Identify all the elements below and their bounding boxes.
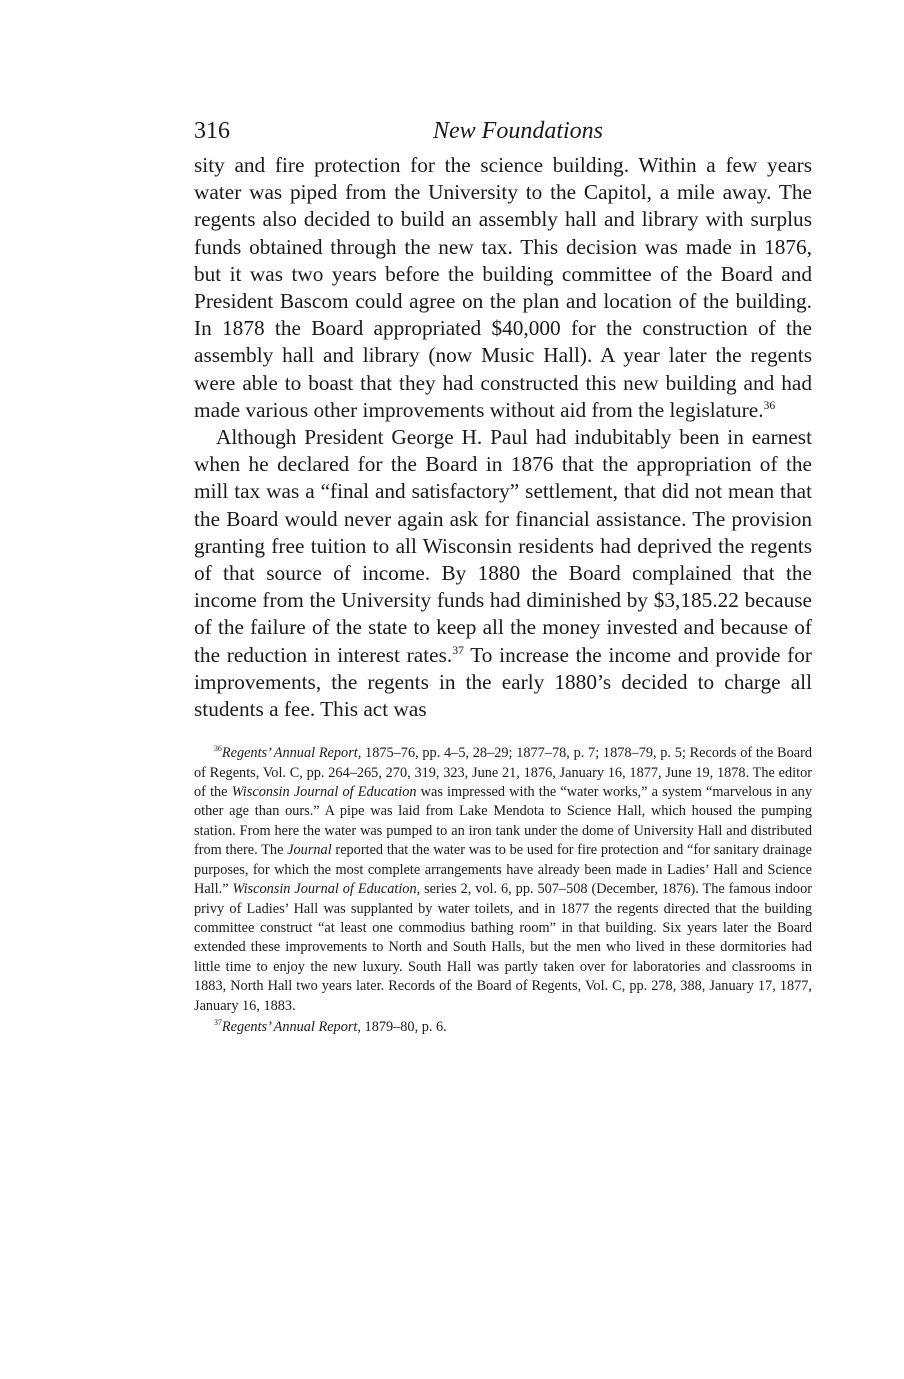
footnote-marker: 36 xyxy=(214,744,222,754)
footnotes xyxy=(194,744,812,1037)
paragraph-text: sity and fire protection for the science building. Within a few years water was piped from the University to the Capitol, a mile away. The regents also decided to build an assembly hall and library with surplus funds obtained through the new tax. This decision was made in 1876, but it was two years before the building committee of the Board and President Bascom could agree on the plan and location of the building. In 1878 the Board appropriated $40,000 for the construction of the assembly hall and library (now Music Hall). A year later the regents were able to boast that they had constructed this new building and had made various other improvements without aid from the legislature. xyxy=(194,153,812,422)
footnote-text: reported that the water was to be used for fire protection and “for sanitary drainage purposes, for which the most complete arrangements have already been made in Ladies’ Hall and Science Hall.” xyxy=(194,842,812,898)
footnote-text: 1875–76, pp. 4–5, 28–29; 1877–78, p. 7; 1878–79, p. 5; Records of the Board of Regents, Vol. C, pp. 264–265, 270, 319, 323, June 21, 1876, January 16, 1877, June 19, 1878. The editor of the xyxy=(194,745,812,801)
page-content xyxy=(194,118,812,1037)
footnote-reference[interactable]: 37 xyxy=(452,643,464,657)
citation-title: Journal xyxy=(287,842,332,859)
citation-title: Regents’ Annual Report, xyxy=(221,1018,361,1035)
footnote-text: series 2, vol. 6, pp. 507–508 (December, 1876). The famous indoor privy of Ladies’ Hall was supplanted by water toilets, and in 1877 the regents directed that the building committee construct “at least one commodius bathing room” in that building. Six years later the Board extended these improvements to North and South Halls, but the men who lived in these dormitories had little time to enjoy the new luxury. South Hall was partly taken over for laboratories and classrooms in 1883, North Hall two years later. Records of the Board of Regents, Vol. C, pp. 278, 388, January 17, 1877, January 16, 1883. xyxy=(194,881,812,1014)
running-title: New Foundations xyxy=(432,118,603,144)
paragraph xyxy=(194,424,812,723)
paragraph-text: Although President George H. Paul had indubitably been in earnest when he declared for the Board in 1876 that the appropriation of the mill tax was a “final and satisfactory” settlement, that did not mean that the Board would never again ask for financial assistance. The provision granting free tuition to all Wisconsin residents had deprived the regents of that source of income. By 1880 the Board complained that the income from the University funds had diminished by $3,185.22 because of the failure of the state to keep all the money invested and because of the reduction in interest rates. xyxy=(194,425,812,667)
citation-title: Regents’ Annual Report, xyxy=(221,745,362,762)
paragraph xyxy=(194,152,812,424)
footnote xyxy=(194,1018,812,1037)
paragraph-text: To increase the income and provide for improvements, the regents in the early 1880’s decided to charge all students a fee. This act was xyxy=(194,642,812,722)
footnote xyxy=(194,744,812,1016)
footnote-marker: 37 xyxy=(214,1018,222,1028)
running-head xyxy=(194,118,812,152)
footnote-text: was impressed with the “water works,” a system “marvelous in any other age than ours.” A pipe was laid from Lake Mendota to Science Hall, which housed the pumping station. From here the water was pumped to an iron tank under the dome of University Hall and distributed from there. The xyxy=(194,784,812,859)
footnote-reference[interactable]: 36 xyxy=(763,398,776,412)
page-number: 316 xyxy=(194,118,230,144)
citation-title: Wisconsin Journal of Education, xyxy=(232,881,421,898)
footnote-text: 1879–80, p. 6. xyxy=(360,1018,447,1035)
citation-title: Wisconsin Journal of Education xyxy=(231,784,417,801)
body-text xyxy=(194,152,812,723)
